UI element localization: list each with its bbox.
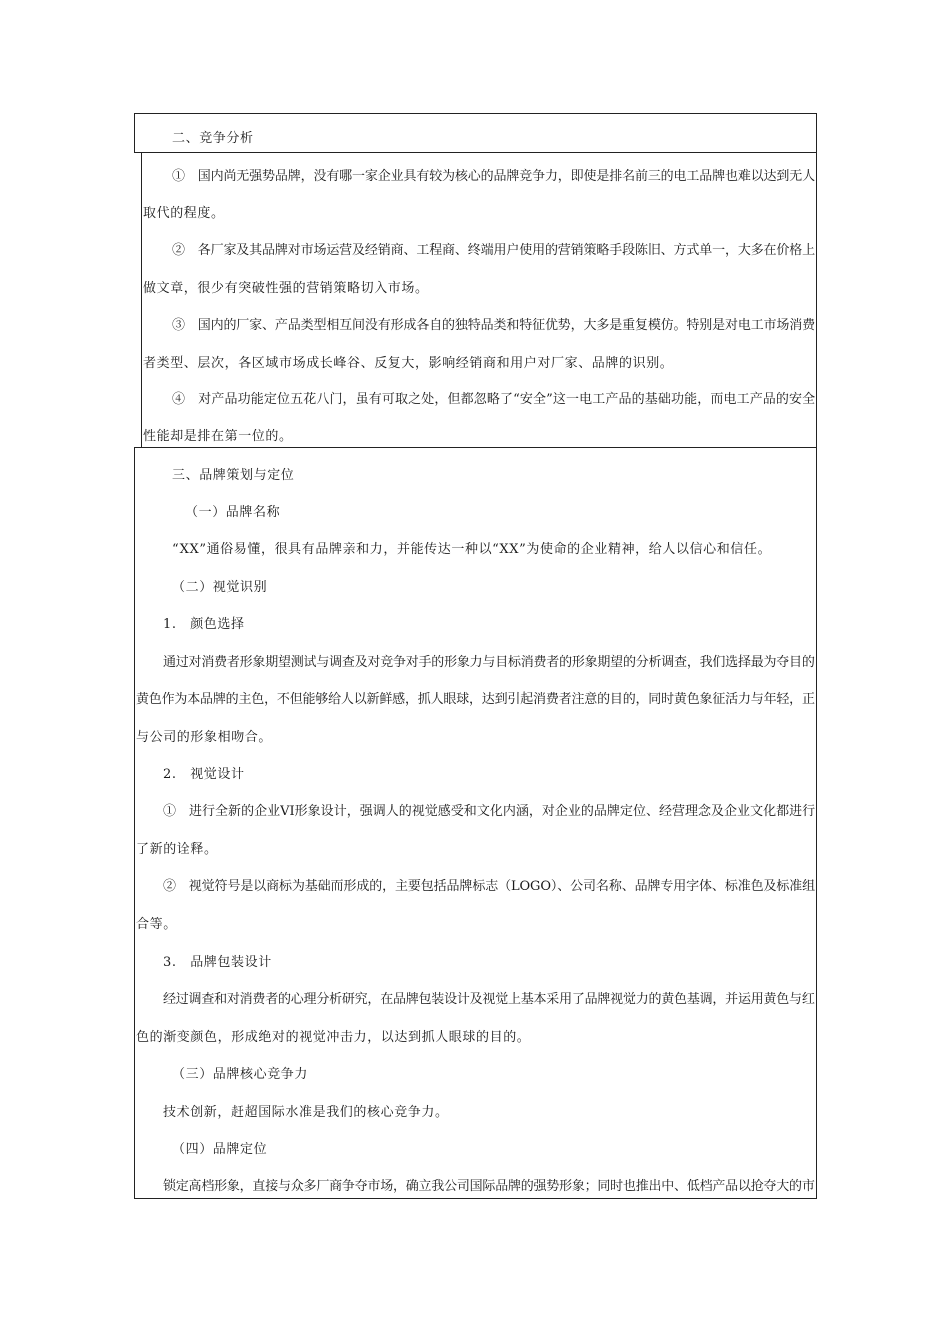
paragraph-line: 通过对消费者形象期望测试与调查及对竞争对手的形象力与目标消费者的形象期望的分析调查，我们选择最为夺目的: [163, 655, 815, 670]
paragraph-line: 技术创新，赶超国际水准是我们的核心竞争力。: [163, 1105, 449, 1120]
paragraph-line: 与公司的形象相吻合。: [136, 730, 273, 745]
paragraph-line: ② 各厂家及其品牌对市场运营及经销商、工程商、终端用户使用的营销策略手段陈旧、方式单一，大多在价格上: [172, 243, 816, 258]
paragraph-line: 做文章，很少有突破性强的营销策略切入市场。: [143, 281, 429, 296]
paragraph-line: 经过调查和对消费者的心理分析研究，在品牌包装设计及视觉上基本采用了品牌视觉力的黄色基调，并运用黄色与红: [163, 992, 815, 1007]
brand-cell-border: [134, 447, 817, 1199]
paragraph-line: 黄色作为本品牌的主色，不但能够给人以新鲜感，抓人眼球，达到引起消费者注意的目的，同时黄色象征活力与年轻，正: [136, 692, 815, 707]
section-heading-brand-planning: 三、品牌策划与定位: [172, 468, 295, 483]
paragraph-line: ② 视觉符号是以商标为基础而形成的，主要包括品牌标志（LOGO）、公司名称、品牌专用字体、标准色及标准组: [163, 879, 816, 894]
item-packaging-design: 3. 品牌包装设计: [163, 955, 272, 970]
subheading-brand-name: （一）品牌名称: [185, 505, 281, 520]
paragraph-line: 性能却是排在第一位的。: [143, 429, 293, 444]
item-color-choice: 1. 颜色选择: [163, 617, 245, 632]
item-visual-design: 2. 视觉设计: [163, 767, 245, 782]
paragraph-line: 取代的程度。: [143, 206, 225, 221]
paragraph-line: 锁定高档形象，直接与众多厂商争夺市场，确立我公司国际品牌的强势形象；同时也推出中、低档产品以抢夺大的市: [163, 1179, 815, 1194]
paragraph-line: “XX”通俗易懂，很具有品牌亲和力，并能传达一种以“XX”为使命的企业精神，给人以信心和信任。: [172, 542, 772, 557]
paragraph-line: 合等。: [136, 917, 177, 932]
paragraph-line: 者类型、层次，各区域市场成长峰谷、反复大，影响经销商和用户对厂家、品牌的识别。: [143, 356, 674, 371]
paragraph-line: ③ 国内的厂家、产品类型相互间没有形成各自的独特品类和特征优势，大多是重复模仿。特别是对电工市场消费: [172, 318, 816, 333]
section-heading-competition: 二、竞争分析: [172, 131, 254, 146]
subheading-visual-identity: （二）视觉识别: [172, 580, 268, 595]
subheading-brand-positioning: （四）品牌定位: [172, 1142, 268, 1157]
paragraph-line: 色的渐变颜色，形成绝对的视觉冲击力，以达到抓人眼球的目的。: [136, 1030, 531, 1045]
paragraph-line: ① 进行全新的企业VI形象设计，强调人的视觉感受和文化内涵，对企业的品牌定位、经营理念及企业文化都进行: [163, 804, 816, 819]
subheading-core-competitiveness: （三）品牌核心竞争力: [172, 1067, 309, 1082]
paragraph-line: ④ 对产品功能定位五花八门，虽有可取之处，但都忽略了“安全”这一电工产品的基础功能，而电工产品的安全: [172, 392, 816, 407]
paragraph-line: 了新的诠释。: [136, 842, 218, 857]
paragraph-line: ① 国内尚无强势品牌，没有哪一家企业具有较为核心的品牌竞争力，即使是排名前三的电工品牌也难以达到无人: [172, 169, 816, 184]
